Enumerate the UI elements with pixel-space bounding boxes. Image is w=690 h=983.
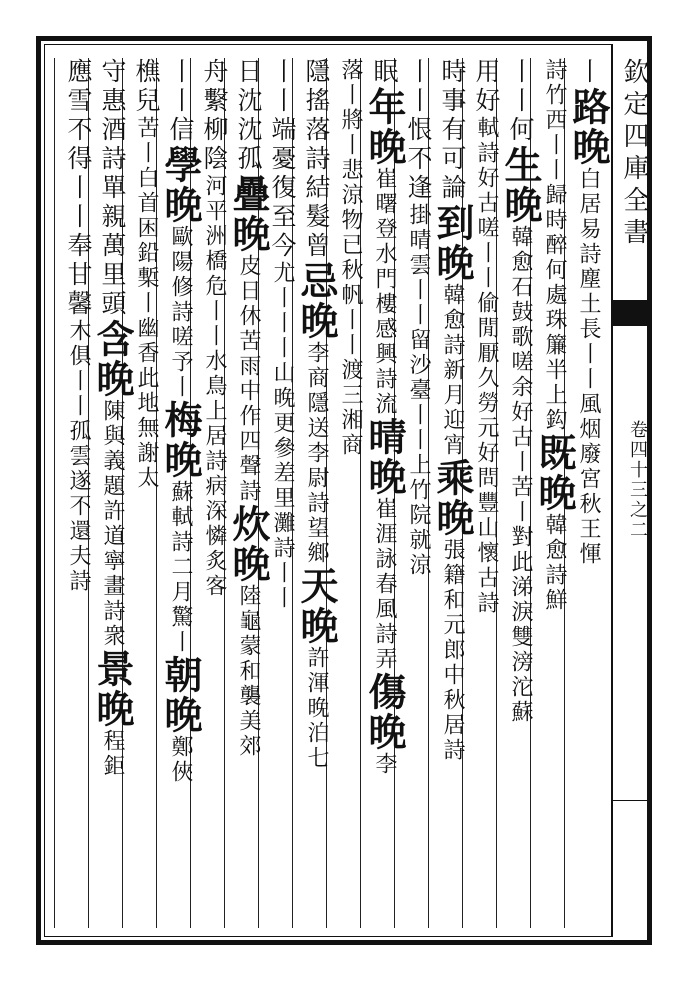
headword: 含晚 [90,319,135,399]
headword: 天晚 [294,566,339,646]
headword: 忌晚 [294,261,339,341]
text-segment: 用好 [472,58,501,116]
text-segment: 韓愈石鼓歌嗟余好古丨苦丨對此涕淚雙滂沱蘇 [508,225,533,725]
text-segment: 張籍和元郎中秋居詩 [440,538,465,763]
headword: 路晚 [566,87,611,167]
text-segment: 程鉅 [100,729,125,779]
text-segment: 丨丨端憂復至今 [268,58,297,261]
text-segment: 帆丨丨渡三湘 [338,283,363,433]
text-segment: 木俱丨丨孤雲遂不還 [66,319,91,544]
headword: 梅晚 [158,400,203,480]
text-segment: 崔曙登水門樓感興詩流 [372,167,397,417]
text-segment: 樵兒 [132,58,161,116]
text-segment: 崔涯詠春風詩弄 [372,497,397,672]
text-segment: 掛晴雲丨丨留 [406,203,431,353]
text-segment: 白居易詩塵土長丨丨風烟廢宮秋王惲 [576,167,601,567]
text-segment: 眠 [370,58,399,87]
text-segment: 丨丨信 [166,58,195,145]
text-segment: 韓愈詩鮮 [542,513,567,613]
headword: 年晚 [362,87,407,167]
text-segment: 歐陽修詩嗟予丨 [168,225,193,400]
text-segment: 陸龜蒙和襲美郊 [236,584,261,759]
text-segment: 鄭俠 [168,735,193,785]
margin-divider [612,800,652,801]
text-segment: 隱搖落詩結髮曾 [302,58,331,261]
text-segment: 丨幽香此地無 [134,291,159,441]
text-segment: 李 [372,752,397,777]
text-segment: 商 [338,433,363,458]
headword: 晴晚 [362,417,407,497]
text-segment: 守惠酒詩單親萬里頭 [98,58,127,319]
text-segment: 詩竹西丨丨歸時醉何處珠簾半上鈎 [542,58,567,433]
headword: 乘晚 [430,458,475,538]
text-segment: 沙臺丨丨上竹院就涼 [406,353,431,578]
text-segment: 應雪不得丨丨奉甘馨 [64,58,93,319]
text-segment: 落丨將丨悲涼物已秋 [338,58,363,283]
headword: 景晚 [90,649,135,729]
text-segment: 苦丨白首困鉛槧 [134,116,159,291]
text-segment: 里灘詩丨丨 [270,486,295,611]
text-segment: 時事有可論 [438,58,467,203]
headword: 學晚 [158,145,203,225]
headword: 既晚 [532,433,577,513]
text-segment: 丨 [574,58,603,87]
headword: 疊晚 [226,174,271,254]
text-segment: 夫詩 [66,544,91,594]
book-title: 欽定四庫全書 [619,58,649,250]
text-segment: 陳與義題許道寧畫詩衆 [100,399,125,649]
text-column [54,58,102,928]
text-segment: 謝太 [134,441,159,491]
text-segment: 皮日休苦雨中作四聲詩 [236,254,261,504]
headword: 朝晚 [158,655,203,735]
text-segment: 軾詩好古嗟丨丨偷閒厭久勞元好問豐山懷古詩 [474,116,499,616]
text-segment: 居詩病深憐炙客 [202,424,227,599]
text-segment: 尤丨丨丨山晚更參差 [270,261,295,486]
headword: 生晚 [498,145,543,225]
text-segment: 日沈沈孤 [234,58,263,174]
text-segment: 河平洲橋危丨丨水鳥上 [202,174,227,424]
volume-number: 卷四十三之二 [627,420,648,540]
headword: 到晚 [430,203,475,283]
text-segment: 舟繫柳陰 [200,58,229,174]
text-segment: 丨丨恨不逢 [404,58,433,203]
text-segment: 許渾晚泊七 [304,646,329,771]
text-segment: 蘇軾詩二月驚丨 [168,480,193,655]
text-segment: 丨丨何 [506,58,535,145]
text-segment: 李商隱送李尉詩望鄉 [304,341,329,566]
headword: 炊晚 [226,504,271,584]
headword: 傷晚 [362,672,407,752]
text-segment: 韓愈詩新月迎宵 [440,283,465,458]
fish-tail-mark [612,300,652,326]
